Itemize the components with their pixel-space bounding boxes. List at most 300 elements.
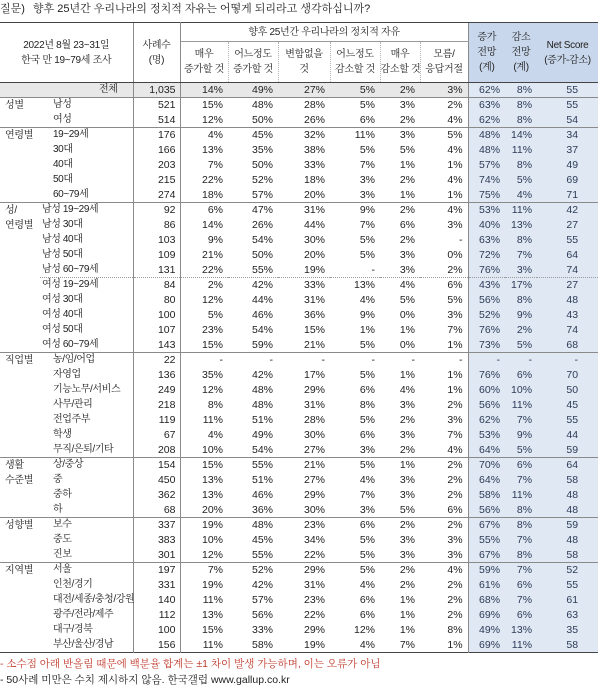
somewhat-decrease-cell: 7% [359, 489, 375, 501]
no-change-cell: 33% [278, 278, 330, 293]
group-label-line: 직업별 [5, 355, 34, 366]
no-change-cell: 21% [303, 338, 325, 351]
table-row [0, 218, 598, 233]
very-increase-cell: 11% [202, 414, 223, 426]
row-label: 남성 60~79세 [42, 263, 99, 275]
very-decrease-cell: 1% [380, 458, 420, 473]
row-label: 여성 [53, 113, 72, 125]
table-row [0, 518, 598, 533]
decrease-total-cell: 8% [505, 158, 537, 173]
somewhat-decrease-cell: 8% [359, 399, 375, 411]
dont-know-cell: 1% [447, 369, 463, 381]
dont-know-cell: 2% [420, 518, 468, 533]
row-label: 40대 [53, 159, 73, 170]
header-line: 전망 [477, 47, 497, 58]
header-row [0, 23, 598, 42]
sample-size-cell: 337 [133, 518, 180, 533]
sample-size-cell: 131 [133, 263, 180, 278]
table-row [0, 158, 598, 173]
somewhat-increase-cell: 35% [251, 144, 273, 156]
no-change-cell: 34% [303, 534, 325, 546]
increase-total-cell: 63% [468, 233, 505, 248]
row-label: 광주/전라/제주 [53, 609, 114, 620]
very-decrease-cell: 6% [399, 219, 415, 231]
somewhat-increase-cell: 36% [251, 503, 273, 516]
very-decrease-cell: 3% [399, 429, 415, 441]
table-row [0, 533, 598, 548]
somewhat-decrease-cell: 13% [330, 278, 380, 293]
decrease-total-cell: 8% [505, 233, 537, 248]
sample-size-cell: 383 [133, 533, 180, 548]
very-decrease-cell: 1% [399, 594, 415, 606]
very-decrease-cell: 3% [399, 249, 415, 261]
header-line: 모름/ [433, 49, 455, 60]
question-line [0, 1, 370, 17]
header-line: 매우 [194, 49, 214, 60]
very-increase-cell: 15% [180, 98, 228, 113]
no-change-cell: 38% [303, 144, 325, 156]
dont-know-cell: 4% [447, 174, 463, 186]
net-score-cell: 43 [537, 308, 598, 323]
table-row [0, 623, 598, 638]
increase-total-cell: 48% [468, 128, 505, 143]
very-increase-cell: 9% [207, 234, 223, 246]
very-increase-cell: 12% [201, 384, 223, 396]
decrease-total-cell: 11% [505, 638, 537, 653]
somewhat-increase-cell: 49% [228, 83, 278, 98]
increase-total-cell: 59% [468, 563, 505, 578]
no-change-cell: 28% [278, 98, 330, 113]
decrease-total-cell: 8% [505, 83, 537, 98]
no-change-cell: 23% [278, 518, 330, 533]
increase-total-cell: 74% [468, 173, 505, 188]
increase-total-cell: 67% [468, 548, 505, 563]
decrease-total-cell: 8% [505, 548, 537, 563]
sample-size-cell: 100 [133, 623, 180, 638]
increase-total-cell: 75% [468, 188, 505, 203]
header-line: 매우 [390, 49, 410, 60]
response-group-title: 향후 25년간 우리나라의 정치적 자유 [180, 23, 468, 42]
very-decrease-cell: 3% [399, 399, 415, 411]
no-change-cell: 20% [303, 188, 325, 201]
very-increase-cell: 14% [180, 83, 228, 98]
dont-know-cell: - [420, 353, 468, 368]
very-decrease-cell: 3% [399, 534, 415, 546]
somewhat-decrease-cell: 6% [359, 609, 375, 621]
sample-size-cell: 86 [133, 218, 180, 233]
dont-know-cell: 7% [447, 324, 463, 336]
increase-total-cell: 69% [468, 638, 505, 653]
table-row [0, 338, 598, 353]
header-line: 증가 [477, 32, 497, 43]
decrease-total-cell: 3% [505, 263, 537, 278]
very-increase-cell: 13% [201, 609, 223, 621]
row-label: 여성 30대 [42, 294, 83, 305]
row-label: 여성 60~79세 [42, 338, 99, 350]
group-label [0, 518, 40, 563]
somewhat-increase-cell: 48% [228, 98, 278, 113]
row-label: 전업주부 [53, 414, 91, 425]
increase-total-cell: 58% [468, 488, 505, 503]
net-score-cell: 50 [537, 383, 598, 398]
somewhat-decrease-cell: 5% [359, 144, 375, 156]
increase-total-cell: 62% [468, 113, 505, 128]
somewhat-decrease-cell: 5% [359, 249, 375, 261]
somewhat-decrease-cell: 5% [359, 548, 375, 561]
somewhat-decrease-cell: - [371, 263, 375, 276]
header-line: 증가할 것 [233, 64, 273, 75]
decrease-total-cell: 7% [505, 533, 537, 548]
header-line: 증가할 것 [184, 64, 224, 75]
somewhat-increase-cell: 50% [251, 113, 273, 126]
no-change-cell: 17% [303, 369, 325, 381]
no-change-cell: 30% [303, 234, 325, 246]
group-label-line: 성별 [5, 100, 24, 111]
net-score-cell: 27 [537, 278, 598, 293]
somewhat-increase-cell: 33% [251, 624, 273, 636]
very-increase-cell: 23% [201, 324, 223, 336]
table-row [0, 458, 598, 473]
decrease-total-cell: 7% [505, 248, 537, 263]
net-score-cell: 70 [537, 368, 598, 383]
somewhat-decrease-cell: 9% [330, 203, 380, 218]
increase-total-cell: 55% [468, 533, 505, 548]
dont-know-cell: - [459, 234, 463, 246]
increase-total-cell: 72% [468, 248, 505, 263]
footnote-rounding: - 소수점 아래 반올림 때문에 백분율 합계는 ±1 차이 발생 가능하며, 이는 오류가 아님 [0, 658, 381, 670]
very-increase-cell: 22% [201, 263, 223, 276]
dont-know-header [420, 42, 468, 83]
table-row [0, 173, 598, 188]
table-row [0, 593, 598, 608]
net-score-cell: 58 [537, 473, 598, 488]
very-decrease-cell: 2% [380, 203, 420, 218]
table-row [0, 578, 598, 593]
decrease-total-cell: 10% [505, 383, 537, 398]
no-change-cell: 26% [303, 113, 325, 126]
net-score-cell: 71 [537, 188, 598, 203]
no-change-cell: 29% [278, 563, 330, 578]
table-row [0, 143, 598, 158]
increase-total-cell: 52% [468, 308, 505, 323]
very-increase-cell: 18% [201, 188, 223, 201]
group-label-line: 지역별 [5, 565, 34, 576]
row-label: 서울 [40, 563, 133, 578]
no-change-cell: 29% [303, 489, 325, 501]
dont-know-cell: 2% [447, 489, 463, 501]
table-row [0, 368, 598, 383]
somewhat-increase-cell: 57% [251, 594, 273, 606]
row-label: 30대 [53, 144, 73, 155]
table-row [0, 563, 598, 578]
decrease-total-cell: 11% [505, 398, 537, 413]
increase-total-cell: 53% [468, 203, 505, 218]
decrease-total-cell: 6% [505, 368, 537, 383]
row-label: 50대 [53, 174, 73, 185]
somewhat-increase-cell: 42% [251, 369, 273, 381]
very-decrease-cell: 2% [399, 443, 415, 456]
somewhat-increase-cell: 47% [228, 203, 278, 218]
very-increase-cell: 15% [180, 458, 228, 473]
no-change-cell: 22% [303, 609, 325, 621]
header-line: 어느정도 [234, 49, 272, 60]
very-decrease-cell: 2% [399, 234, 415, 246]
somewhat-increase-cell: 46% [251, 489, 273, 501]
very-decrease-cell: 1% [399, 159, 415, 171]
no-change-cell: 31% [303, 294, 325, 306]
decrease-total-cell: 5% [505, 443, 537, 458]
somewhat-increase-cell: 46% [251, 309, 273, 321]
net-score-cell: 52 [537, 563, 598, 578]
increase-total-cell: 76% [468, 263, 505, 278]
very-increase-cell: 7% [207, 159, 223, 171]
sample-size-cell: 140 [133, 593, 180, 608]
somewhat-increase-cell: 52% [228, 563, 278, 578]
table-row [0, 263, 598, 278]
group-label [0, 353, 40, 458]
very-increase-cell: 22% [201, 174, 223, 186]
dont-know-cell: 6% [420, 278, 468, 293]
no-change-cell: 19% [303, 638, 325, 651]
net-score-cell: 59 [537, 443, 598, 458]
sample-size-cell: 166 [133, 143, 180, 158]
very-increase-cell: 13% [201, 144, 223, 156]
somewhat-increase-cell: 44% [251, 294, 273, 306]
net-score-cell: 27 [537, 218, 598, 233]
header-line: 전망 [511, 47, 531, 58]
somewhat-decrease-cell: 3% [359, 443, 375, 456]
somewhat-increase-cell: 57% [251, 188, 273, 201]
somewhat-decrease-cell: 6% [359, 113, 375, 126]
somewhat-decrease-cell: 5% [330, 458, 380, 473]
increase-total-cell: 57% [468, 158, 505, 173]
dont-know-cell: 2% [447, 579, 463, 591]
sample-size-cell: 450 [133, 473, 180, 488]
no-change-cell: 29% [303, 384, 325, 396]
somewhat-decrease-cell: 6% [359, 594, 375, 606]
row-label: 남성 30대 [42, 219, 83, 230]
dont-know-cell: 7% [447, 429, 463, 441]
dont-know-cell: 2% [447, 609, 463, 621]
somewhat-decrease-cell: 4% [359, 579, 375, 591]
header-line: (계) [513, 62, 529, 73]
increase-total-cell: 60% [468, 383, 505, 398]
decrease-total-cell: 11% [505, 488, 537, 503]
row-label: 인천/경기 [53, 579, 93, 590]
very-increase-cell: 8% [207, 399, 223, 411]
header-line: 응답거절 [425, 64, 463, 75]
somewhat-increase-cell: 54% [251, 234, 273, 246]
sample-size-cell: 203 [133, 158, 180, 173]
sample-size-cell: 92 [133, 203, 180, 218]
net-score-cell: 61 [537, 593, 598, 608]
table-row [0, 323, 598, 338]
row-label: 60~79세 [53, 188, 89, 200]
no-change-cell: 27% [303, 474, 325, 486]
very-decrease-cell: 4% [399, 384, 415, 396]
somewhat-decrease-cell: 4% [359, 638, 375, 651]
table-row [0, 353, 598, 368]
very-increase-cell: 2% [180, 278, 228, 293]
net-score-cell: 55 [537, 578, 598, 593]
sample-size-cell: 156 [133, 638, 180, 653]
table-row [0, 113, 598, 128]
group-label-line: 성/ [5, 205, 17, 216]
no-change-cell: 27% [278, 83, 330, 98]
table-row [0, 128, 598, 143]
row-label: 중 [53, 474, 63, 485]
no-change-cell: 33% [303, 159, 325, 171]
increase-total-cell: 76% [468, 323, 505, 338]
net-score-cell: 64 [537, 248, 598, 263]
row-label: 기능노무/서비스 [53, 384, 121, 395]
dont-know-cell: 1% [447, 159, 463, 171]
very-decrease-cell: - [380, 353, 420, 368]
sample-size-cell: 103 [133, 233, 180, 248]
dont-know-cell: 4% [447, 144, 463, 156]
somewhat-increase-cell: 59% [251, 338, 273, 351]
group-label [0, 563, 40, 653]
dont-know-cell: 1% [447, 188, 463, 201]
dont-know-cell: 1% [447, 638, 463, 651]
somewhat-decrease-header [330, 42, 380, 83]
very-increase-cell: - [180, 353, 228, 368]
somewhat-increase-cell: 50% [251, 249, 273, 261]
row-label: 남성 19~29세 [40, 203, 133, 218]
sample-size-cell: 521 [133, 98, 180, 113]
no-change-cell: 21% [278, 458, 330, 473]
increase-total-cell: 64% [468, 443, 505, 458]
no-change-cell: 22% [303, 548, 325, 561]
row-label: 사무/관리 [53, 399, 93, 410]
very-increase-cell: 11% [202, 594, 223, 606]
somewhat-increase-cell: - [228, 353, 278, 368]
dont-know-cell: 2% [420, 98, 468, 113]
somewhat-increase-cell: 45% [228, 128, 278, 143]
row-label: 보수 [40, 518, 133, 533]
very-decrease-cell: 3% [399, 489, 415, 501]
decrease-total-cell: 9% [505, 428, 537, 443]
somewhat-decrease-cell: 1% [359, 324, 375, 336]
decrease-total-cell: 17% [505, 278, 537, 293]
no-change-cell: 18% [303, 174, 325, 186]
very-decrease-cell: 0% [399, 338, 415, 351]
net-score-cell: 68 [537, 338, 598, 353]
decrease-total-cell: 6% [505, 608, 537, 623]
row-label: 남성 [40, 98, 133, 113]
somewhat-decrease-cell: 5% [359, 234, 375, 246]
table-row [0, 308, 598, 323]
net-score-cell: - [537, 353, 598, 368]
table-row [0, 233, 598, 248]
net-score-cell: 58 [537, 548, 598, 563]
table-row [0, 278, 598, 293]
net-score-cell: 55 [537, 83, 598, 98]
somewhat-decrease-cell: 5% [359, 369, 375, 381]
group-label [0, 98, 40, 128]
net-score-cell: 35 [537, 623, 598, 638]
increase-total-cell: 73% [468, 338, 505, 353]
somewhat-decrease-cell: 4% [359, 294, 375, 306]
decrease-total-header [505, 23, 537, 83]
increase-total-cell: 61% [468, 578, 505, 593]
sample-size-cell: 67 [133, 428, 180, 443]
sample-size-cell: 301 [133, 548, 180, 563]
table-row [0, 293, 598, 308]
net-score-cell: 42 [537, 203, 598, 218]
very-decrease-cell: 0% [399, 309, 415, 321]
table-header [0, 23, 598, 83]
group-label [0, 128, 40, 203]
dont-know-cell: 3% [447, 309, 463, 321]
table-row [0, 638, 598, 653]
increase-total-cell: 63% [468, 98, 505, 113]
decrease-total-cell: 7% [505, 413, 537, 428]
somewhat-decrease-cell: 3% [359, 188, 375, 201]
sample-size-cell: 68 [133, 503, 180, 518]
increase-total-cell: 56% [468, 503, 505, 518]
net-score-cell: 48 [537, 533, 598, 548]
dont-know-cell: 2% [447, 474, 463, 486]
row-label: 중하 [53, 489, 72, 500]
decrease-total-cell: 8% [505, 98, 537, 113]
decrease-total-cell: 7% [505, 593, 537, 608]
very-decrease-cell: 1% [399, 324, 415, 336]
group-label-line: 연령별 [5, 220, 34, 231]
table-row [0, 398, 598, 413]
no-change-cell: 44% [303, 219, 325, 231]
somewhat-decrease-cell: 6% [359, 429, 375, 441]
decrease-total-cell: 13% [505, 218, 537, 233]
somewhat-increase-cell: 45% [251, 534, 273, 546]
table-row [0, 413, 598, 428]
very-decrease-cell: 5% [399, 294, 415, 306]
sample-size-cell: 22 [133, 353, 180, 368]
somewhat-increase-cell: 51% [251, 474, 273, 486]
somewhat-increase-cell: 48% [251, 399, 273, 411]
very-increase-cell: 13% [201, 474, 223, 486]
dont-know-cell: 1% [447, 338, 463, 351]
very-increase-cell: 10% [201, 534, 223, 546]
header-line: 감소 [511, 32, 531, 43]
increase-total-cell: 62% [468, 413, 505, 428]
net-score-cell: 74 [537, 323, 598, 338]
header-line: 어느정도 [336, 49, 374, 60]
no-change-cell: 28% [303, 414, 325, 426]
decrease-total-cell: 7% [505, 473, 537, 488]
very-increase-cell: 12% [201, 113, 223, 126]
row-label: 하 [53, 503, 63, 515]
no-change-cell: 15% [303, 324, 325, 336]
net-score-cell: 54 [537, 113, 598, 128]
sample-size-cell: 249 [133, 383, 180, 398]
net-score-cell: 48 [537, 488, 598, 503]
somewhat-decrease-cell: 3% [359, 174, 375, 186]
somewhat-decrease-cell: - [330, 353, 380, 368]
sample-size-cell: 119 [133, 413, 180, 428]
somewhat-increase-cell: 26% [251, 219, 273, 231]
question-text: 향후 25년간 우리나라의 정치적 자유는 어떻게 되리라고 생각하십니까? [32, 3, 371, 15]
net-score-cell: 55 [537, 233, 598, 248]
footnote-source: - 50사례 미만은 수치 제시하지 않음. 한국갤럽 www.gallup.co.kr [0, 674, 290, 686]
very-decrease-cell: 2% [380, 83, 420, 98]
somewhat-decrease-cell: 6% [330, 518, 380, 533]
decrease-total-cell: 5% [505, 173, 537, 188]
very-increase-header [180, 42, 228, 83]
header-line: 감소할 것 [335, 64, 375, 75]
increase-total-cell: 40% [468, 218, 505, 233]
table-row [0, 488, 598, 503]
